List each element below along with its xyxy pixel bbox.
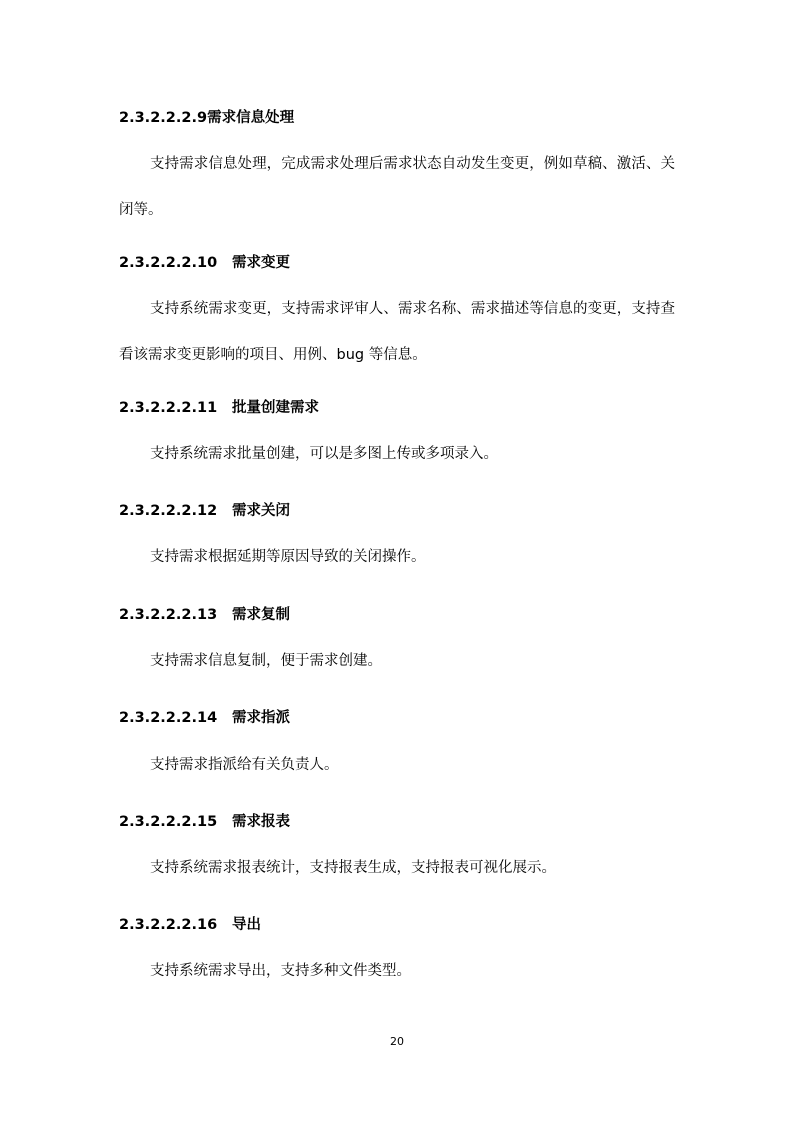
section-number: 2.3.2.2.2.15	[119, 814, 218, 830]
section-heading	[119, 108, 294, 128]
section-title: 导出	[232, 917, 261, 933]
section-title: 需求报表	[232, 814, 290, 830]
section-body: 支持系统需求导出，支持多种文件类型。	[150, 963, 411, 979]
section-number: 2.3.2.2.2.16	[119, 917, 218, 933]
section-heading	[119, 708, 290, 728]
section-title: 需求变更	[232, 255, 290, 271]
section-title: 需求关闭	[232, 503, 290, 519]
section-heading	[119, 605, 290, 625]
section-body: 支持系统需求报表统计，支持报表生成，支持报表可视化展示。	[150, 860, 556, 876]
section-body: 支持需求信息复制，便于需求创建。	[150, 653, 382, 669]
section-number: 2.3.2.2.2.10	[119, 255, 218, 271]
section-number: 2.3.2.2.2.14	[119, 710, 218, 726]
section-heading	[119, 501, 290, 521]
section-title: 批量创建需求	[232, 400, 319, 416]
section-title: 需求信息处理	[207, 110, 295, 126]
section-heading	[119, 253, 290, 273]
section-heading	[119, 812, 290, 832]
section-number: 2.3.2.2.2.11	[119, 400, 218, 416]
section-heading	[119, 915, 261, 935]
section-title: 需求复制	[232, 607, 290, 623]
section-number: 2.3.2.2.2.12	[119, 503, 218, 519]
section-heading	[119, 398, 319, 418]
section-number: 2.3.2.2.2.13	[119, 607, 218, 623]
section-number: 2.3.2.2.2.9	[119, 110, 208, 126]
section-body: 支持系统需求变更，支持需求评审人、需求名称、需求描述等信息的变更，支持查看该需求变更影响的项目、用例、bug 等信息。	[119, 301, 675, 363]
section-body: 支持需求指派给有关负责人。	[150, 757, 339, 773]
section-body: 支持系统需求批量创建，可以是多图上传或多项录入。	[150, 446, 498, 462]
section-body: 支持需求根据延期等原因导致的关闭操作。	[150, 549, 426, 565]
page-number: 20	[390, 1035, 404, 1048]
section-body: 支持需求信息处理，完成需求处理后需求状态自动发生变更，例如草稿、激活、关闭等。	[119, 156, 675, 218]
section-title: 需求指派	[232, 710, 290, 726]
